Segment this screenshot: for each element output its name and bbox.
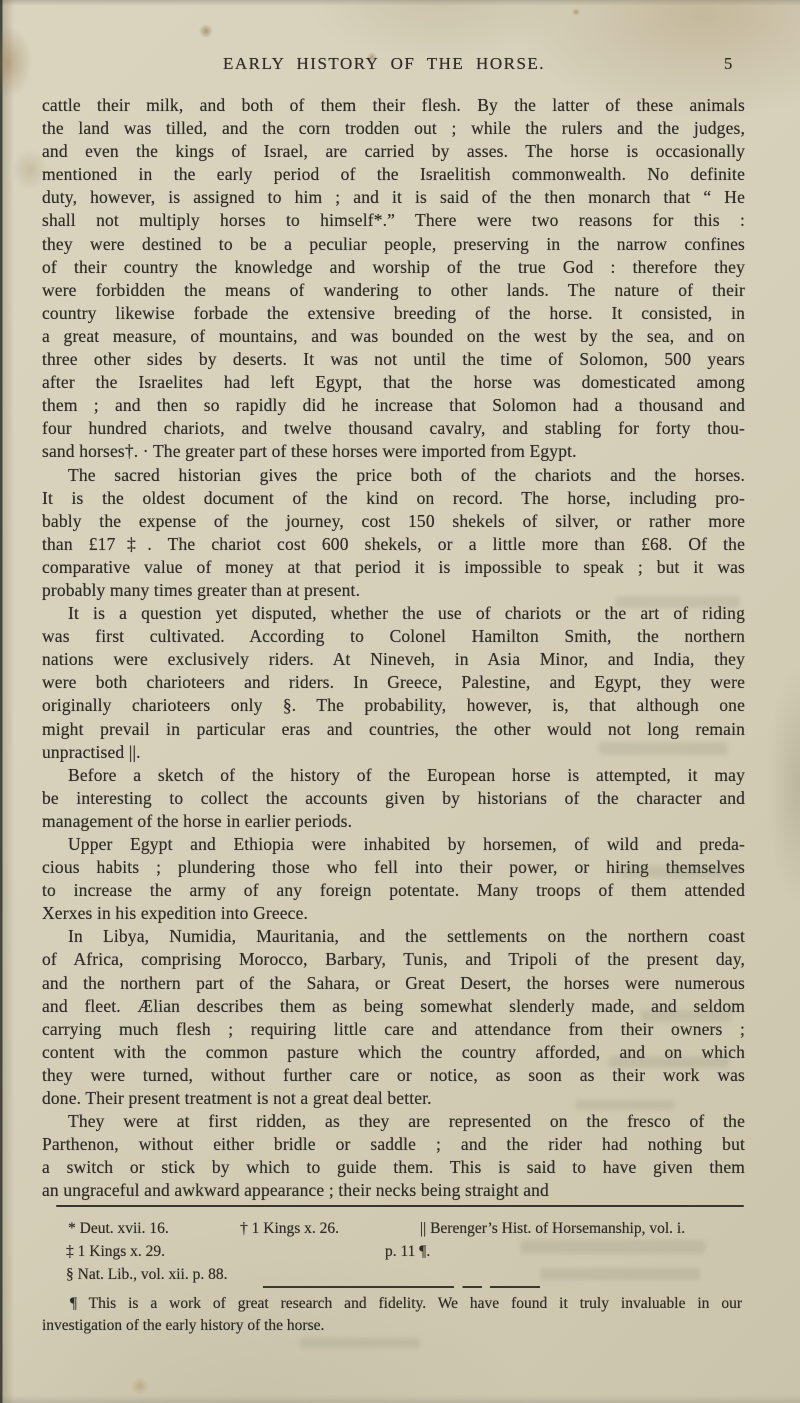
text-line: a great measure, of mountains, and was bounded on the west by the sea, and on	[42, 325, 745, 346]
text-line: a switch or stick by which to guide them. This is said to have given them	[42, 1157, 745, 1178]
text-line: they were turned, without further care or notice, as soon as their work was	[42, 1064, 745, 1085]
footnote-separator-rule	[56, 1205, 744, 1207]
text-line: four hundred chariots, and twelve thousand cavalry, and stabling for forty thou-	[42, 418, 745, 439]
text-line: cattle their milk, and both of them their flesh. By the latter of these animals	[42, 95, 745, 115]
text-line: In Libya, Numidia, Mauritania, and the settlements on the northern coast	[68, 926, 745, 947]
footnote-ref: ‡ 1 Kings x. 29.	[66, 1243, 166, 1260]
text-line: It is the oldest document of the kind on record. The horse, including pro-	[42, 487, 745, 508]
text-line: duty, however, is assigned to him ; and it is said of the then monarch that “ He	[42, 187, 745, 208]
text-line: carrying much flesh ; requiring little care and attendance from their owners ;	[42, 1018, 745, 1039]
text-line: they were destined to be a peculiar people, preserving in the narrow confines	[42, 233, 745, 254]
footnotes	[42, 1220, 748, 1334]
text-line: bably the expense of the journey, cost 150 shekels of silver, or rather more	[42, 510, 745, 531]
footnote-ref: † 1 Kings x. 26.	[240, 1220, 340, 1237]
text-line: three other sides by deserts. It was not until the time of Solomon, 500 years	[42, 349, 745, 370]
text-line: content with the common pasture which the country afforded, and on which	[42, 1041, 745, 1062]
text-line: was first cultivated. According to Colonel Hamilton Smith, the northern	[42, 626, 745, 647]
body-text	[42, 94, 745, 1203]
text-line: done. Their present treatment is not a great deal better.	[42, 1088, 432, 1109]
text-line: than £17‡. The chariot cost 600 shekels, or a little more than £68. Of the	[42, 533, 745, 554]
text-line: It is a question yet disputed, whether the use of chariots or the art of riding	[68, 603, 745, 624]
text-line: of their country the knowledge and worship of the true God : therefore they	[42, 256, 745, 277]
text-line: Parthenon, without either bridle or saddle ; and the rider had nothing but	[42, 1134, 745, 1155]
footnote-row	[42, 1243, 748, 1266]
text-line: Xerxes in his expedition into Greece.	[42, 903, 309, 924]
footnote-row	[42, 1220, 748, 1243]
text-line: cious habits ; plundering those who fell into their power, or hiring themselves	[42, 857, 745, 878]
text-line: management of the horse in earlier periods.	[42, 810, 353, 831]
text-line: country likewise forbade the extensive breeding of the horse. It consisted, in	[42, 302, 745, 323]
text-line: and the northern part of the Sahara, or Great Desert, the horses were numerous	[42, 972, 745, 993]
text-line: nations were exclusively riders. At Nineveh, in Asia Minor, and India, they	[42, 649, 745, 670]
text-line: of Africa, comprising Morocco, Barbary, Tunis, and Tripoli of the present day,	[42, 949, 745, 970]
text-line: ¶ This is a work of great research and fidelity. We have found it truly invaluable in our	[70, 1295, 742, 1312]
text-line: mentioned in the early period of the Israelitish commonwealth. No definite	[42, 164, 745, 185]
text-line: an ungraceful and awkward appearance ; their necks being straight and	[42, 1180, 549, 1201]
text-line: shall not multiply horses to himself*.” There were two reasons for this :	[42, 210, 745, 231]
text-line: investigation of the early history of the horse.	[42, 1316, 325, 1334]
footnote-ref: * Deut. xvii. 16.	[68, 1220, 169, 1237]
text-line: them ; and then so rapidly did he increase that Solomon had a thousand and	[42, 395, 745, 416]
text-line: Upper Egypt and Ethiopia were inhabited by horsemen, of wild and preda-	[68, 834, 745, 854]
text-line: to increase the army of any foreign potentate. Many troops of them attended	[42, 880, 745, 901]
text-line: originally charioteers only §. The probability, however, is, that although one	[42, 695, 745, 716]
footnote-ref: p. 11 ¶.	[385, 1243, 431, 1260]
text-line: Before a sketch of the history of the European horse is attempted, it may	[68, 764, 745, 785]
text-line: comparative value of money at that period it is impossible to speak ; but it was	[42, 556, 745, 577]
text-line: probably many times greater than at present.	[42, 579, 361, 600]
text-line: and fleet. Ælian describes them as being somewhat slenderly made, and seldom	[42, 995, 745, 1016]
text-line: might prevail in particular eras and countries, the other would not long remain	[42, 718, 745, 739]
showthrough-smudge	[300, 1338, 420, 1348]
text-line: the land was tilled, and the corn trodden out ; while the rulers and the judges,	[42, 118, 745, 139]
text-line: They were at first ridden, as they are represented on the fresco of the	[68, 1111, 745, 1132]
text-line: The sacred historian gives the price both of the chariots and the horses.	[68, 464, 745, 485]
text-line: were both charioteers and riders. In Greece, Palestine, and Egypt, they were	[42, 672, 745, 693]
page-number: 5	[724, 54, 733, 73]
text-line: were forbidden the means of wandering to other lands. The nature of their	[42, 279, 745, 300]
footnote-ref: § Nat. Lib., vol. xii. p. 88.	[66, 1266, 228, 1283]
text-line: unpractised ||.	[42, 741, 141, 762]
text-line: after the Israelites had left Egypt, that the horse was domesticated among	[42, 372, 745, 393]
page-title: EARLY HISTORY OF THE HORSE.	[222, 54, 546, 73]
footnote-note	[42, 1293, 742, 1336]
text-line: be interesting to collect the accounts given by historians of the character and	[42, 787, 745, 808]
footnote-note-separator-rule	[263, 1286, 540, 1288]
text-line: sand horses†. · The greater part of these horses were imported from Egypt.	[42, 441, 577, 462]
text-line: and even the kings of Israel, are carried by asses. The horse is occasionally	[42, 141, 745, 162]
footnote-ref: || Berenger’s Hist. of Horsemanship, vol. i.	[420, 1220, 686, 1237]
